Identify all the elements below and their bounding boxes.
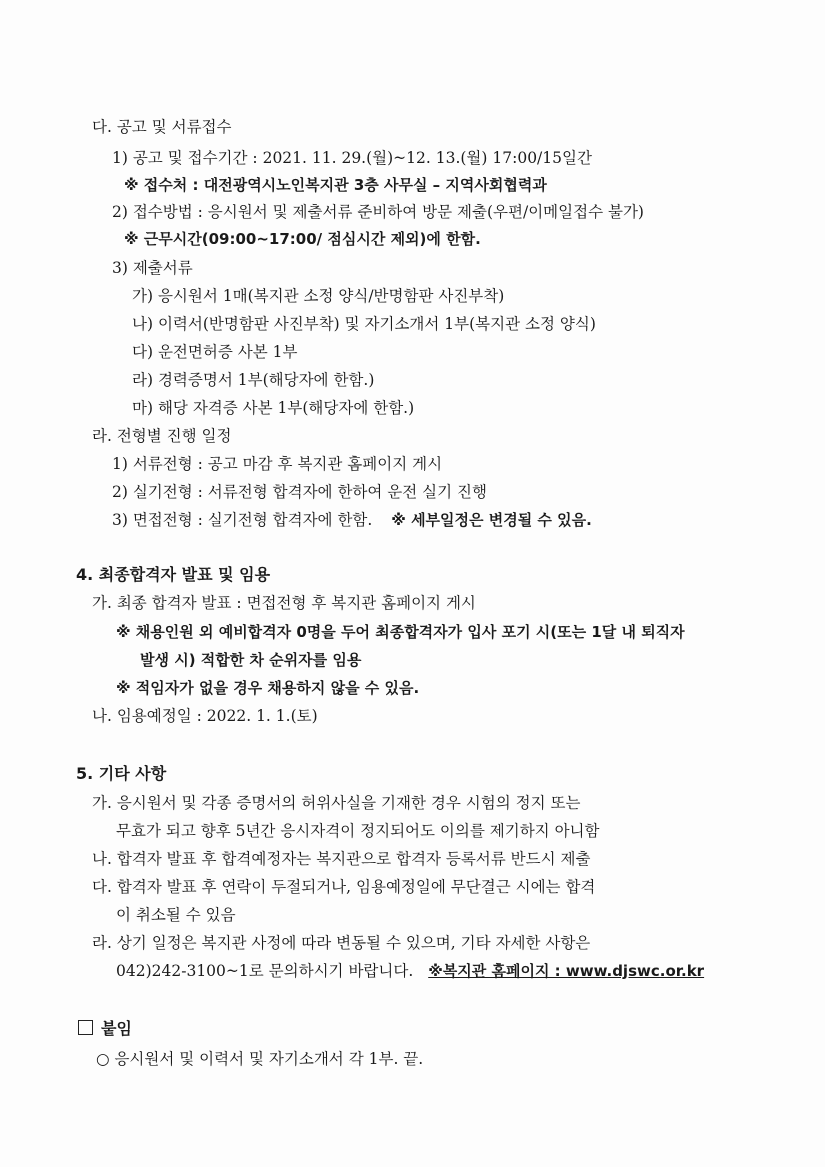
schedule-change-note: ※ 세부일정은 변경될 수 있음.	[391, 511, 592, 529]
misc-item-cont: 무효가 되고 향후 5년간 응시자격이 정지되어도 이의를 제기하지 아니함	[116, 822, 600, 840]
schedule-item: 2) 실기전형 : 서류전형 합격자에 한하여 운전 실기 진행	[112, 483, 487, 501]
misc-item: 다. 합격자 발표 후 연락이 두절되거나, 임용예정일에 무단결근 시에는 합격	[92, 878, 596, 896]
checkbox-square-icon	[78, 1020, 93, 1035]
schedule-item: 1) 서류전형 : 공고 마감 후 복지관 홈페이지 게시	[112, 455, 443, 473]
attachment-label: 붙임	[101, 1019, 132, 1038]
section-5-title: 5. 기타 사항	[76, 764, 167, 783]
doc-item: 라) 경력증명서 1부(해당자에 한함.)	[132, 371, 375, 389]
misc-item: 라. 상기 일정은 복지관 사정에 따라 변동될 수 있으며, 기타 자세한 사항은	[92, 934, 591, 952]
attachment-item: ○ 응시원서 및 이력서 및 자기소개서 각 1부. 끝.	[96, 1050, 424, 1068]
reserve-candidate-note: ※ 채용인원 외 예비합격자 0명을 두어 최종합격자가 입사 포기 시(또는 1달 내 퇴직자	[116, 623, 685, 641]
misc-item-cont: 이 취소될 수 있음	[116, 906, 236, 924]
doc-item: 가) 응시원서 1매(복지관 소정 양식/반명함판 사진부착)	[132, 287, 505, 305]
no-hire-note: ※ 적임자가 없을 경우 채용하지 않을 수 있음.	[116, 679, 420, 697]
schedule-item	[112, 509, 592, 531]
application-method: 2) 접수방법 : 응시원서 및 제출서류 준비하여 방문 제출(우편/이메일접수 불가)	[112, 203, 644, 221]
misc-item: 나. 합격자 발표 후 합격예정자는 복지관으로 합격자 등록서류 반드시 제출	[92, 850, 591, 868]
section-da-title: 다. 공고 및 서류접수	[92, 118, 232, 136]
section-ra-title: 라. 전형별 진행 일정	[92, 427, 232, 445]
work-hours-note: ※ 근무시간(09:00~17:00/ 점심시간 제외)에 한함.	[124, 230, 481, 248]
misc-item: 가. 응시원서 및 각종 증명서의 허위사실을 기재한 경우 시험의 정지 또는	[92, 794, 581, 812]
interview-text: 3) 면접전형 : 실기전형 합격자에 한함.	[112, 511, 373, 529]
homepage-link[interactable]: ※복지관 홈페이지 : www.djswc.or.kr	[428, 962, 705, 980]
final-announcement: 가. 최종 합격자 발표 : 면접전형 후 복지관 홈페이지 게시	[92, 594, 476, 612]
doc-item: 마) 해당 자격증 사본 1부(해당자에 한함.)	[132, 399, 415, 417]
reserve-candidate-note-cont: 발생 시) 적합한 차 순위자를 임용	[140, 651, 362, 669]
misc-item-cont	[116, 960, 704, 982]
attachment-title	[78, 1018, 132, 1040]
appointment-date: 나. 임용예정일 : 2022. 1. 1.(토)	[92, 707, 318, 725]
section-4-title: 4. 최종합격자 발표 및 임용	[76, 565, 271, 584]
reception-place-note: ※ 접수처 : 대전광역시노인복지관 3층 사무실 – 지역사회협력과	[124, 176, 547, 194]
application-period: 1) 공고 및 접수기간 : 2021. 11. 29.(월)~12. 13.(월) 17:00/15일간	[112, 149, 592, 167]
submission-docs-title: 3) 제출서류	[112, 259, 193, 277]
doc-item: 나) 이력서(반명함판 사진부착) 및 자기소개서 1부(복지관 소정 양식)	[132, 315, 596, 333]
contact-text: 042)242-3100~1로 문의하시기 바랍니다.	[116, 962, 414, 980]
doc-item: 다) 운전면허증 사본 1부	[132, 343, 298, 361]
